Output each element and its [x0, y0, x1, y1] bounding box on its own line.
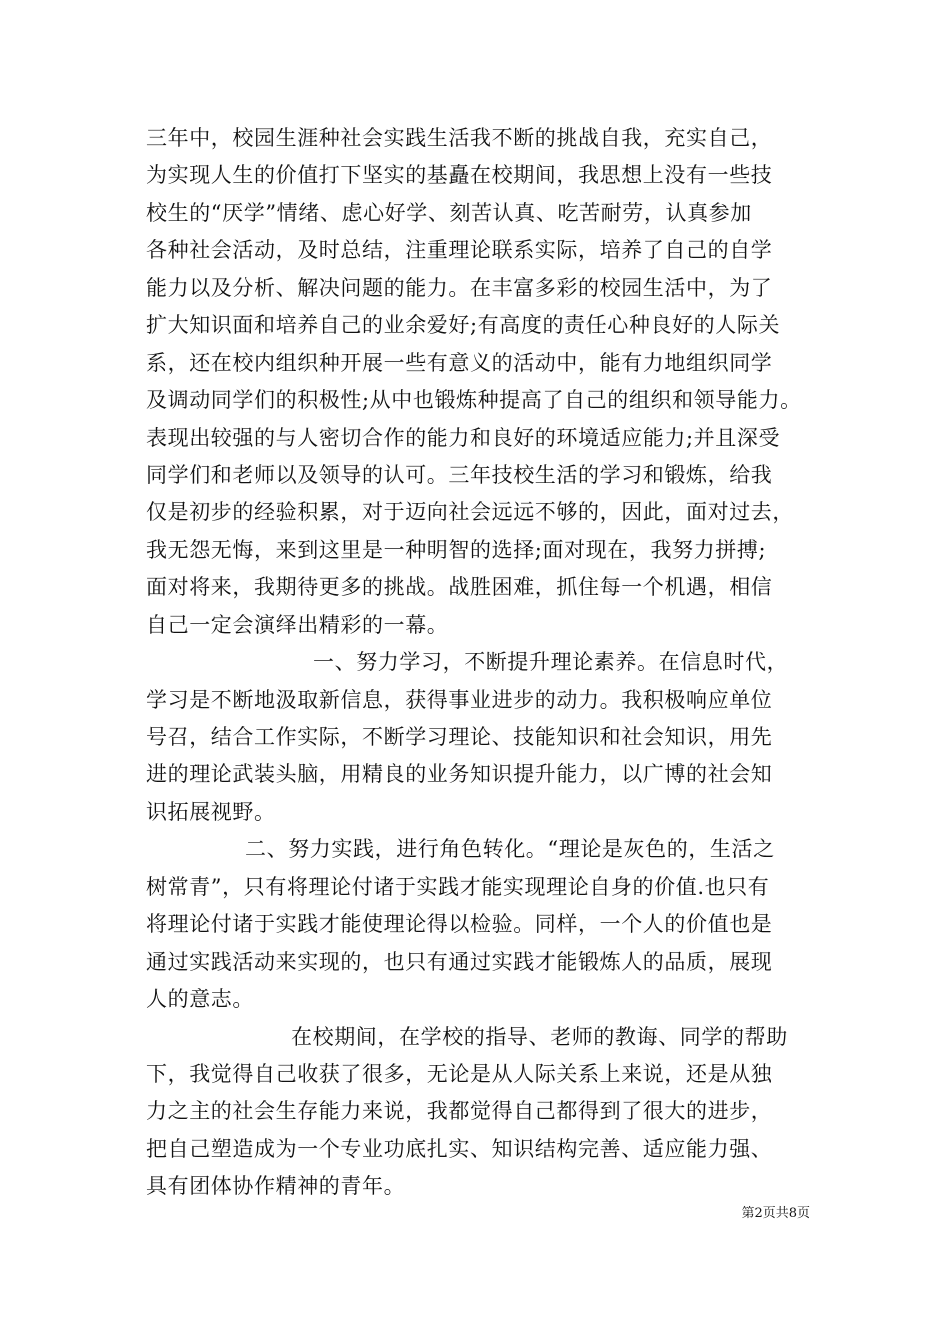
text-line-13: 面对将来，我期待更多的挑战。战胜困难，抓住每一个机遇，相信 — [146, 575, 773, 600]
text-line-14: 自己一定会演绎出精彩的一幕。 — [146, 612, 449, 637]
text-line-12: 我无怨无悔，来到这里是一种明智的选择;面对现在，我努力拼搏; — [146, 537, 767, 562]
text-line-6: 扩大知识面和培养自己的业余爱好;有高度的责任心种良好的人际关 — [146, 313, 781, 338]
text-line-29: 具有团体协作精神的青年。 — [146, 1174, 406, 1199]
text-line-24: 人的意志。 — [146, 987, 254, 1012]
text-line-10: 同学们和老师以及领导的认可。三年技校生活的学习和锻炼，给我 — [146, 462, 773, 487]
text-line-19: 识拓展视野。 — [146, 799, 276, 824]
text-line-25: 在校期间，在学校的指导、老师的教诲、同学的帮助 — [291, 1024, 788, 1049]
text-line-11: 仅是初步的经验积累，对于迈向社会远远不够的，因此，面对过去， — [146, 500, 794, 525]
text-line-27: 力之主的社会生存能力来说，我都觉得自己都得到了很大的进步， — [146, 1099, 773, 1124]
text-line-23: 通过实践活动来实现的，也只有通过实践才能锻炼人的品质，展现 — [146, 949, 773, 974]
page-footer: 第2页共8页 — [741, 1206, 810, 1221]
text-line-4: 各种社会活动，及时总结，注重理论联系实际，培养了自己的自学 — [146, 238, 773, 263]
text-line-8: 及调动同学们的积极性;从中也锻炼种提高了自己的组织和领导能力。 — [146, 388, 802, 413]
text-line-1: 三年中，校园生涯种社会实践生活我不断的挑战自我，充实自己， — [146, 126, 773, 150]
text-line-3: 校生的“厌学”情绪、虑心好学、刻苦认真、吃苦耐劳，认真参加 — [146, 200, 752, 225]
text-line-26: 下，我觉得自己收获了很多，无论是从人际关系上来说，还是从独 — [146, 1061, 773, 1086]
text-line-20: 二、努力实践，进行角色转化。“理论是灰色的，生活之 — [245, 837, 775, 862]
text-line-2: 为实现人生的价值打下坚实的基矗在校期间，我思想上没有一些技 — [146, 163, 773, 188]
text-line-17: 号召，结合工作实际，不断学习理论、技能知识和社会知识，用先 — [146, 725, 773, 749]
text-line-28: 把自己塑造成为一个专业功底扎实、知识结构完善、适应能力强、 — [146, 1136, 773, 1161]
text-line-21: 树常青”，只有将理论付诸于实践才能实现理论自身的价值.也只有 — [146, 874, 770, 899]
text-line-22: 将理论付诸于实践才能使理论得以检验。同样，一个人的价值也是 — [146, 912, 773, 937]
text-line-5: 能力以及分析、解决问题的能力。在丰富多彩的校园生活中，为了 — [146, 275, 773, 300]
text-line-7: 系，还在校内组织种开展一些有意义的活动中，能有力地组织同学 — [146, 350, 773, 375]
text-line-15: 一、努力学习，不断提升理论素养。在信息时代， — [313, 650, 789, 675]
text-line-18: 进的理论武装头脑，用精良的业务知识提升能力，以广博的社会知 — [146, 762, 773, 787]
body-text — [146, 120, 836, 1206]
text-line-9: 表现出较强的与人密切合作的能力和良好的环境适应能力;并且深受 — [146, 425, 781, 450]
text-line-16: 学习是不断地汲取新信息，获得事业进步的动力。我积极响应单位 — [146, 687, 773, 712]
